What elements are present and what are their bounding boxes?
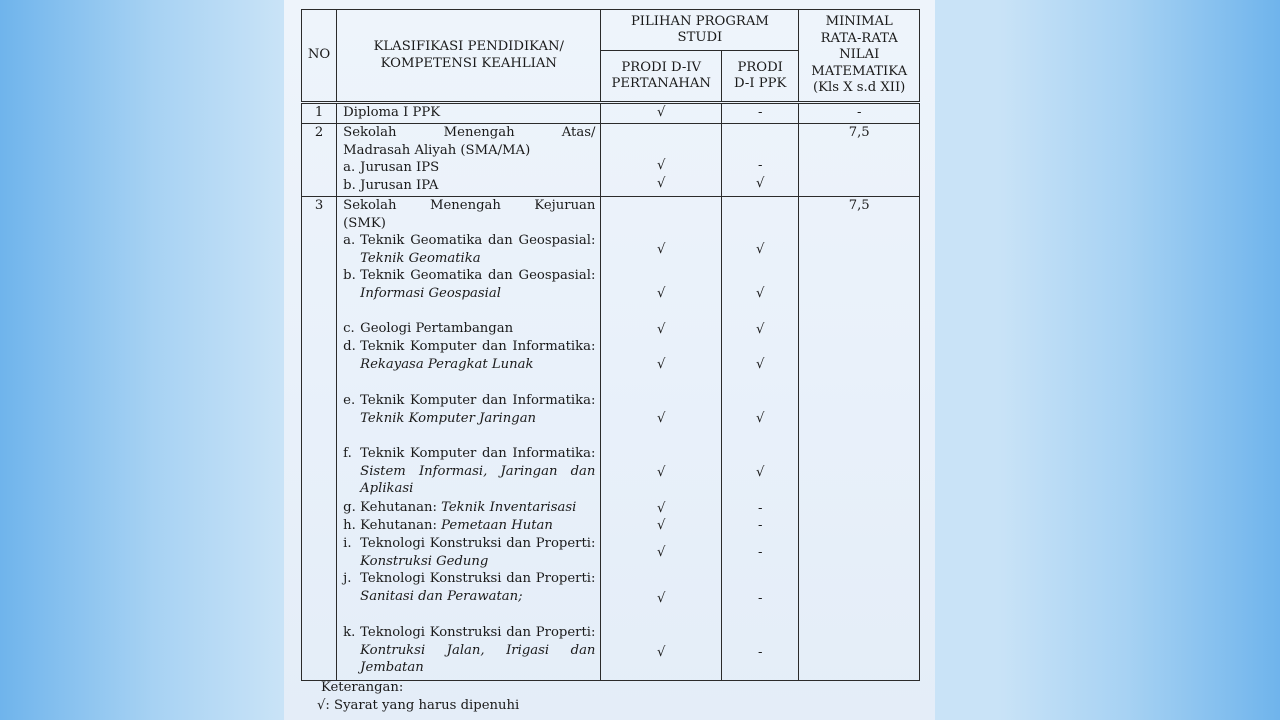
list-item: f. Teknik Komputer dan Informatika: Sistem Informasi, Jaringan dan Aplikasi	[343, 446, 596, 497]
list-item: e. Teknik Komputer dan Informatika: Teknik Komputer Jaringan	[343, 393, 596, 426]
check-mark: √	[657, 357, 666, 372]
dash-mark: -	[757, 545, 763, 560]
list-item: a. Jurusan IPS	[343, 160, 440, 176]
check-mark: √	[755, 357, 765, 372]
header-pilihan-program: PILIHAN PROGRAM STUDI	[601, 10, 799, 51]
check-mark: √	[657, 286, 666, 301]
minimal-value: -	[799, 103, 920, 124]
check-mark: √	[657, 465, 666, 480]
legend-notes	[317, 679, 520, 714]
list-item: d. Teknik Komputer dan Informatika: Rekayasa Peragkat Lunak	[343, 339, 596, 372]
check-mark: √	[657, 545, 666, 560]
notes-item	[317, 697, 519, 715]
table-row	[302, 197, 920, 681]
dash-mark: -	[757, 645, 763, 660]
row-number: 1	[302, 103, 337, 124]
row-number: 3	[302, 197, 337, 681]
check-mark: √	[657, 518, 666, 533]
list-item: j. Teknologi Konstruksi dan Properti: Sanitasi dan Perawatan;	[343, 571, 596, 604]
check-mark: √	[755, 176, 765, 191]
check-mark: √	[755, 465, 765, 480]
header-minimal-nilai: MINIMAL RATA-RATA NILAI MATEMATIKA (Kls X s.d XII)	[799, 10, 920, 103]
list-item: a. Teknik Geomatika dan Geospasial: Teknik Geomatika	[343, 233, 596, 266]
table-row	[302, 103, 920, 124]
dash-mark: -	[757, 518, 763, 533]
check-mark: √	[755, 411, 765, 426]
header-klasifikasi: KLASIFIKASI PENDIDIKAN/ KOMPETENSI KEAHLIAN	[337, 10, 601, 103]
row-label: Diploma I PPK	[337, 103, 601, 124]
check-mark: √	[755, 322, 765, 337]
dash-mark: -	[722, 103, 799, 124]
header-no: NO	[302, 10, 337, 103]
check-mark: √	[657, 242, 666, 257]
check-mark: √	[755, 242, 765, 257]
header-prodi-d1: PRODI D-I PPK	[722, 51, 799, 103]
list-item: c. Geologi Pertambangan	[343, 321, 514, 337]
notes-text: : Syarat yang harus dipenuhi	[325, 697, 520, 713]
check-mark: √	[657, 158, 666, 173]
list-item: k. Teknologi Konstruksi dan Properti: Kontruksi Jalan, Irigasi dan Jembatan	[343, 625, 596, 676]
dash-mark: -	[757, 591, 763, 606]
document-page	[284, 0, 935, 720]
check-mark: √	[657, 176, 666, 191]
dash-mark: -	[757, 158, 763, 173]
check-mark: √	[657, 501, 666, 516]
row-number: 2	[302, 124, 337, 197]
check-mark: √	[657, 645, 666, 660]
check-mark: √	[657, 322, 666, 337]
check-mark: √	[601, 103, 722, 124]
check-mark: √	[657, 591, 666, 606]
list-item: h. Kehutanan: Pemetaan Hutan	[343, 518, 553, 534]
dash-mark: -	[757, 501, 763, 516]
minimal-value: 7,5	[799, 124, 920, 197]
list-item: i. Teknologi Konstruksi dan Properti: Konstruksi Gedung	[343, 536, 596, 569]
row-label: Sekolah Menengah Kejuruan (SMK) a. Teknik Geomatika dan Geospasial: Teknik Geomatika b. Teknik Geomatika dan Geospasial: Informasi Geospasial c. Geologi Pertambangan d. Teknik Komputer dan Informatika: Rekayasa Peragkat Lunak e. Teknik Komputer dan Informatika: Teknik Komputer Jaringan f. Teknik Komputer dan Informatika: Sistem Informasi, Jaringan dan Aplikasi g. Kehutanan: Teknik Inventarisasi h. Kehutanan: Pemetaan Hutan i. Teknologi Konstruksi dan Properti: Konstruksi Gedung j. Teknologi Konstruksi dan Properti: Sanitasi dan Perawatan; k. Teknologi Konstruksi dan Properti: Kontruksi Jalan, Irigasi dan Jembatan	[337, 197, 601, 681]
check-mark: √	[657, 411, 666, 426]
check-symbol: √	[317, 697, 326, 713]
header-prodi-d4: PRODI D-IV PERTANAHAN	[601, 51, 722, 103]
list-item: b. Jurusan IPA	[343, 177, 439, 193]
check-mark: √	[755, 286, 765, 301]
list-item: g. Kehutanan: Teknik Inventarisasi	[343, 500, 577, 516]
notes-title: Keterangan:	[321, 680, 404, 695]
requirements-table	[301, 9, 920, 681]
table-row	[302, 124, 920, 197]
list-item: b. Teknik Geomatika dan Geospasial: Informasi Geospasial	[343, 268, 596, 301]
minimal-value: 7,5	[799, 197, 920, 681]
row-label: Sekolah Menengah Atas/ Madrasah Aliyah (SMA/MA) a. Jurusan IPS b. Jurusan IPA	[337, 124, 601, 197]
